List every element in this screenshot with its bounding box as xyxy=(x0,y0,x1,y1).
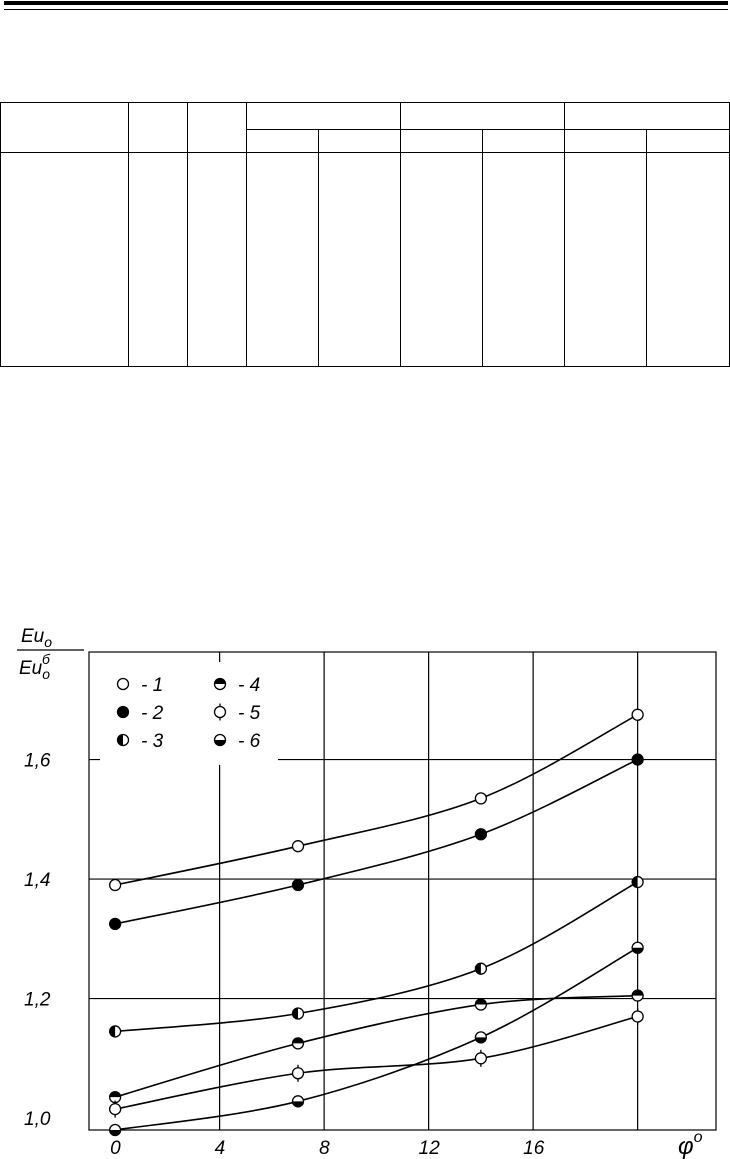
header-rule-thick xyxy=(4,1,728,5)
marker-circle xyxy=(215,707,226,718)
data-point-series-1 xyxy=(110,880,121,891)
y-axis-label xyxy=(17,626,84,682)
legend-label-3: - 3 xyxy=(141,731,164,752)
series-curve-2 xyxy=(115,760,638,924)
data-point-series-2 xyxy=(293,880,304,891)
legend-label-5: - 5 xyxy=(238,703,261,724)
legend xyxy=(100,662,278,765)
data-point-series-5 xyxy=(110,1101,121,1118)
marker-circle xyxy=(118,679,129,690)
data-point-series-4 xyxy=(293,1038,304,1049)
header-rule-thin xyxy=(4,9,728,10)
data-point-series-6 xyxy=(632,942,643,953)
y-tick-label: 1,4 xyxy=(24,870,51,892)
legend-label-6: - 6 xyxy=(238,731,261,752)
legend-marker-1 xyxy=(118,679,129,690)
marker-circle xyxy=(110,880,121,891)
y-label-numerator: $Eu_o$ xyxy=(21,626,53,650)
data-point-series-6 xyxy=(475,1032,486,1043)
marker-layer xyxy=(110,709,644,1135)
y-tick-label: 1,6 xyxy=(24,750,51,772)
data-point-series-6 xyxy=(293,1096,304,1107)
marker-circle xyxy=(475,793,486,804)
tick-layer xyxy=(24,751,545,1159)
marker-circle xyxy=(110,918,121,929)
data-point-series-3 xyxy=(110,1026,121,1037)
x-tick-label: 16 xyxy=(523,1138,545,1159)
marker-circle xyxy=(475,829,486,840)
x-tick-label: 12 xyxy=(418,1138,440,1159)
data-point-series-6 xyxy=(110,1125,121,1136)
x-tick-label: 4 xyxy=(214,1138,226,1159)
curve-layer xyxy=(115,715,638,1130)
data-point-series-3 xyxy=(475,963,486,974)
x-tick-label: 0 xyxy=(110,1138,121,1159)
marker-circle xyxy=(632,709,643,720)
chart-svg xyxy=(0,612,730,1159)
x-axis-label xyxy=(678,1129,703,1159)
series-curve-3 xyxy=(115,882,638,1031)
data-point-series-2 xyxy=(632,754,643,765)
marker-circle xyxy=(632,754,643,765)
marker-circle xyxy=(475,1053,486,1064)
data-point-series-2 xyxy=(110,918,121,929)
table-border xyxy=(1,103,730,367)
table-grid xyxy=(0,102,730,368)
marker-circle xyxy=(293,880,304,891)
marker-circle xyxy=(118,707,129,718)
data-point-series-3 xyxy=(293,1008,304,1019)
legend-marker-6 xyxy=(215,735,226,746)
data-point-series-1 xyxy=(475,793,486,804)
marker-circle xyxy=(293,1068,304,1079)
legend-marker-3 xyxy=(118,735,129,746)
chart-area xyxy=(0,612,730,1159)
data-point-series-4 xyxy=(475,999,486,1010)
legend-marker-2 xyxy=(118,707,129,718)
marker-circle xyxy=(110,1104,121,1115)
data-point-series-4 xyxy=(632,990,643,1001)
data-point-series-5 xyxy=(293,1065,304,1082)
x-tick-label: 8 xyxy=(319,1138,330,1159)
legend-label-2: - 2 xyxy=(141,703,164,724)
legend-label-4: - 4 xyxy=(238,675,261,696)
legend-label-1: - 1 xyxy=(141,675,164,696)
y-tick-label: 1,2 xyxy=(24,989,51,1011)
data-point-series-1 xyxy=(632,709,643,720)
empty-data-table xyxy=(0,102,730,368)
data-point-series-3 xyxy=(632,877,643,888)
x-label-text: $\varphi^o$ xyxy=(678,1129,703,1159)
series-curve-4 xyxy=(115,996,638,1098)
y-tick-label: 1,0 xyxy=(24,1109,51,1131)
marker-circle xyxy=(632,1011,643,1022)
series-curve-5 xyxy=(115,1016,638,1109)
data-point-series-1 xyxy=(293,841,304,852)
legend-marker-4 xyxy=(215,679,226,690)
data-point-series-5 xyxy=(475,1050,486,1067)
marker-circle xyxy=(293,841,304,852)
data-point-series-2 xyxy=(475,829,486,840)
y-label-denominator: $Eu_oб$ xyxy=(19,651,51,682)
data-point-series-5 xyxy=(632,1008,643,1025)
